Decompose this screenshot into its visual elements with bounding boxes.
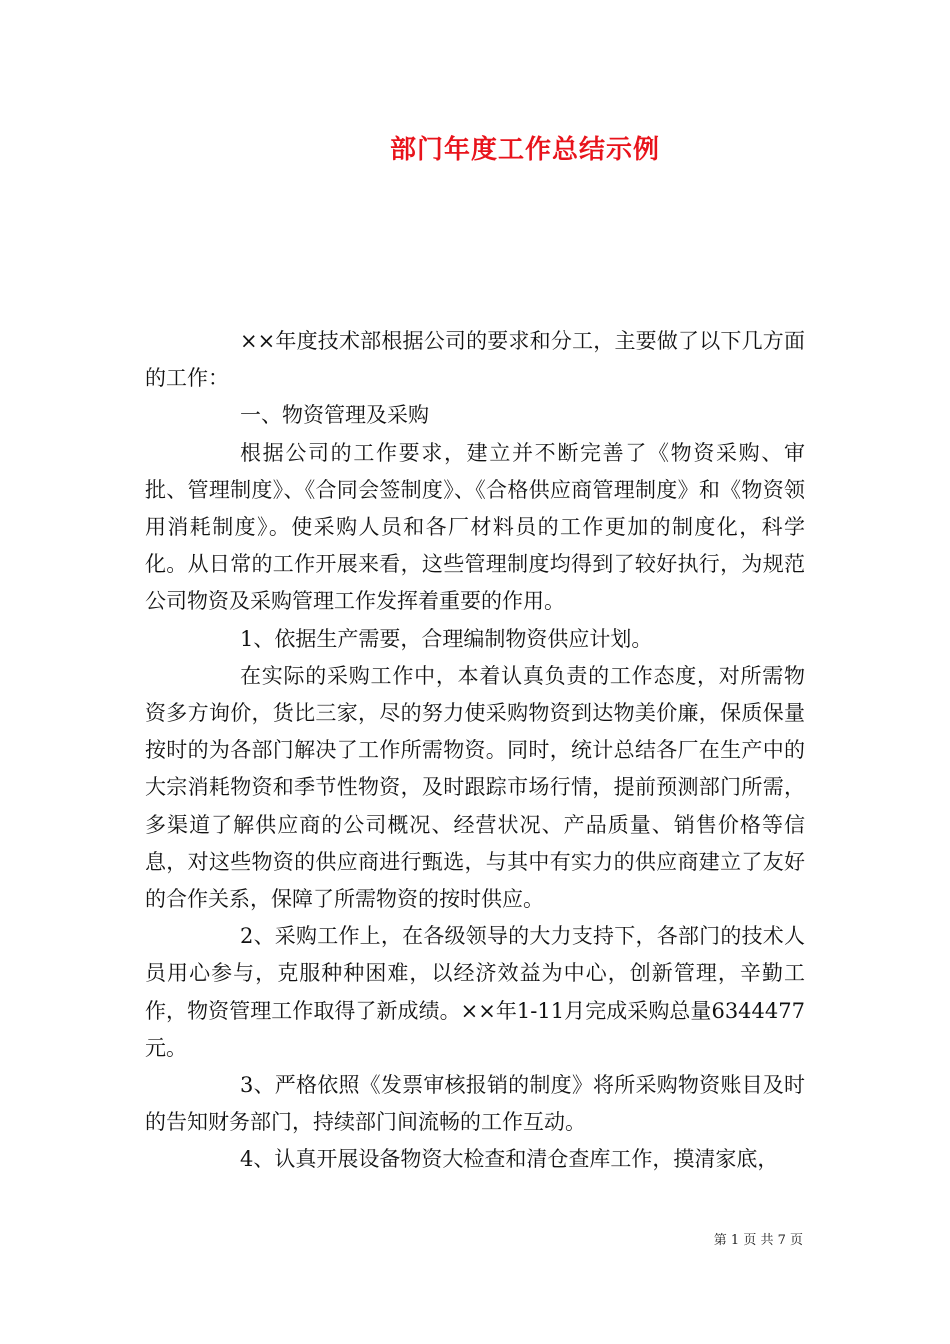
list-item-paragraph: 3、严格依照《发票审核报销的制度》将所采购物资账目及时的告知财务部门，持续部门间流畅的工作互动。 (145, 1073, 805, 1135)
list-item-paragraph: 4、认真开展设备物资大检查和清仓查库工作，摸清家底， (240, 1147, 779, 1172)
section-heading: 一、物资管理及采购 (240, 403, 429, 428)
body-paragraph: 在实际的采购工作中，本着认真负责的工作态度，对所需物资多方询价，货比三家，尽的努力使采购物资到达物美价廉，保质保量按时的为各部门解决了工作所需物资。同时，统计总结各厂在生产中的大宗消耗物资和季节性物资，及时跟踪市场行情，提前预测部门所需，多渠道了解供应商的公司概况、经营状况、产品质量、销售价格等信息，对这些物资的供应商进行甄选，与其中有实力的供应商建立了友好的合作关系，保障了所需物资的按时供应。 (145, 663, 805, 912)
document-title: 部门年度工作总结示例 (389, 135, 660, 165)
list-item-heading: 1、依据生产需要，合理编制物资供应计划。 (240, 626, 653, 651)
document-body (145, 323, 805, 1179)
body-paragraph: 根据公司的工作要求，建立并不断完善了《物资采购、审批、管理制度》、《合同会签制度》、《合格供应商管理制度》和《物资领用消耗制度》。使采购人员和各厂材料员的工作更加的制度化，科学化。从日常的工作开展来看，这些管理制度均得到了较好执行，为规范公司物资及采购管理工作发挥着重要的作用。 (145, 440, 805, 614)
intro-paragraph: ××年度技术部根据公司的要求和分工，主要做了以下几方面的工作： (145, 329, 805, 391)
list-item-paragraph: 2、采购工作上，在各级领导的大力支持下，各部门的技术人员用心参与，克服种种困难，以经济效益为中心，创新管理，辛勤工作，物资管理工作取得了新成绩。××年1-11月完成采购总量6344477元。 (145, 924, 805, 1060)
page-number: 第 1 页 共 7 页 (713, 1233, 803, 1248)
